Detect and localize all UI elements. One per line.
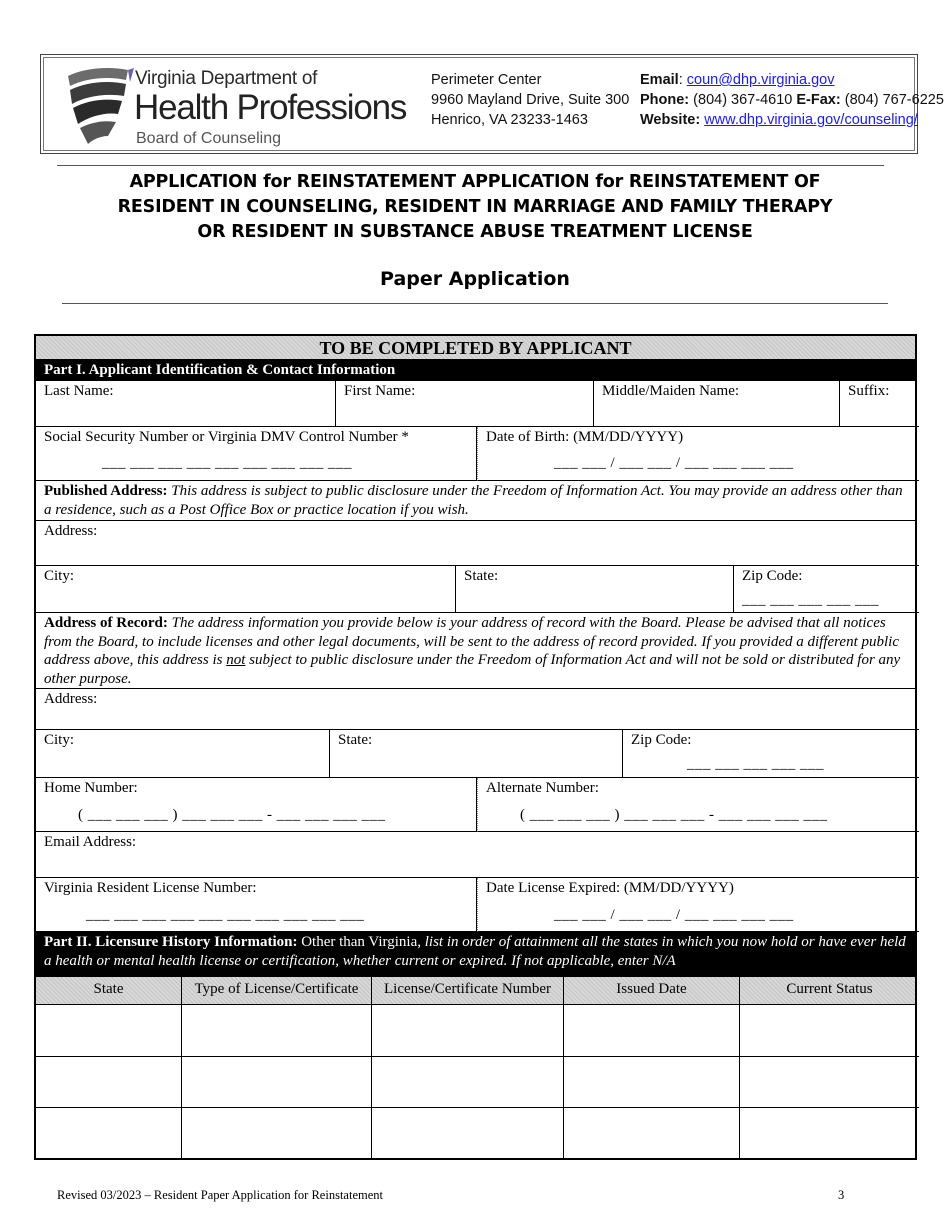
completion-banner: TO BE COMPLETED BY APPLICANT <box>36 336 915 360</box>
part2-plain: Other than Virginia, <box>297 934 421 950</box>
city-label: City: <box>44 732 75 748</box>
expired-date-blanks: ___ ___ / ___ ___ / ___ ___ ___ ___ <box>554 907 794 923</box>
suffix-label: Suffix: <box>848 383 890 399</box>
record-address-field[interactable] <box>36 689 919 730</box>
email-link[interactable]: coun@dhp.virginia.gov <box>686 72 835 88</box>
record-text-a: The address information you provide below is your address of record with the Board. Please be advised that all notices from the Board, to include licenses and other legal documents, will be sent to the address of record provided. If you provided a different public address above, this address is <box>44 615 899 668</box>
col-license-number: License/Certificate Number <box>372 977 564 1004</box>
part2-label: Part II. Licensure History Information: <box>44 934 298 950</box>
state-label: State: <box>464 568 499 584</box>
dob-label: Date of Birth: (MM/DD/YYYY) <box>486 429 684 445</box>
state-label: State: <box>338 732 373 748</box>
divider <box>57 165 884 166</box>
published-address-note <box>36 481 915 521</box>
col-license-type: Type of License/Certificate <box>182 977 372 1004</box>
alternate-number-field[interactable] <box>477 778 919 832</box>
title-line-3: OR RESIDENT IN SUBSTANCE ABUSE TREATMENT LICENSE <box>197 222 753 242</box>
table-cell[interactable] <box>740 1057 919 1108</box>
table-cell[interactable] <box>182 1108 372 1158</box>
part2-heading <box>36 932 915 977</box>
published-zip-field[interactable] <box>734 566 919 613</box>
published-city-field[interactable] <box>36 566 456 613</box>
address-line-3: Henrico, VA 23233-1463 <box>431 112 588 128</box>
home-phone-blanks: ( ___ ___ ___ ) ___ ___ ___ - ___ ___ ___ ___ <box>78 807 386 823</box>
email-label: Email <box>640 72 679 88</box>
published-address-label: Published Address: <box>44 483 168 499</box>
divider <box>62 303 888 304</box>
record-zip-field[interactable] <box>623 730 919 778</box>
middle-name-label: Middle/Maiden Name: <box>602 383 740 399</box>
address-label: Address: <box>44 691 98 707</box>
table-cell[interactable] <box>182 1057 372 1108</box>
application-form <box>34 334 917 1160</box>
license-number-field[interactable] <box>36 878 477 932</box>
table-cell[interactable] <box>36 1108 182 1158</box>
first-name-label: First Name: <box>344 383 416 399</box>
license-number-label: Virginia Resident License Number: <box>44 880 257 896</box>
agency-line-2: Health Professions <box>134 88 407 127</box>
table-cell[interactable] <box>182 1005 372 1057</box>
license-blanks: ___ ___ ___ ___ ___ ___ ___ ___ ___ ___ <box>86 907 365 923</box>
dob-field[interactable] <box>477 427 919 481</box>
record-state-field[interactable] <box>330 730 623 778</box>
zip-label: Zip Code: <box>631 732 692 748</box>
phone-label: Phone: <box>640 92 690 108</box>
last-name-field[interactable] <box>36 381 336 427</box>
efax-label: E-Fax: <box>796 92 841 108</box>
col-current-status: Current Status <box>786 981 873 997</box>
col-issued-date: Issued Date <box>564 977 740 1004</box>
middle-name-field[interactable] <box>594 381 840 427</box>
address-label: Address: <box>44 523 98 539</box>
footer-revision: Revised 03/2023 – Resident Paper Application for Reinstatement <box>57 1188 383 1202</box>
home-number-field[interactable] <box>36 778 477 832</box>
website-label: Website: <box>640 112 701 128</box>
table-cell[interactable] <box>36 1057 182 1108</box>
mailing-address <box>431 70 629 130</box>
alternate-phone-blanks: ( ___ ___ ___ ) ___ ___ ___ - ___ ___ ___ ___ <box>520 807 828 823</box>
zip-label: Zip Code: <box>742 568 803 584</box>
dob-blanks: ___ ___ / ___ ___ / ___ ___ ___ ___ <box>554 455 794 471</box>
ssn-field[interactable] <box>36 427 477 481</box>
home-number-label: Home Number: <box>44 780 138 796</box>
last-name-label: Last Name: <box>44 383 114 399</box>
email-address-label: Email Address: <box>44 834 137 850</box>
page-number: 3 <box>838 1188 845 1202</box>
address-of-record-note <box>36 613 915 689</box>
address-line-2: 9960 Mayland Drive, Suite 300 <box>431 92 630 108</box>
agency-line-3: Board of Counseling <box>136 130 281 147</box>
table-cell[interactable] <box>564 1108 740 1158</box>
agency-line-1: Virginia Department of <box>135 68 318 89</box>
contact-info: Email: coun@dhp.virginia.gov Phone: (804) 367-4610 E-Fax: (804) 767-6225 Website: www.dhp.virginia.gov/counseling/ <box>640 72 944 128</box>
published-address-text: This address is subject to public disclosure under the Freedom of Information Act. You may provide an address other than a residence, such as a Post Office Box or practice location if you wish. <box>44 483 903 518</box>
table-cell[interactable] <box>740 1108 919 1158</box>
table-cell[interactable] <box>372 1057 564 1108</box>
history-table-header <box>36 977 915 1005</box>
table-cell[interactable] <box>372 1108 564 1158</box>
suffix-field[interactable] <box>840 381 919 427</box>
published-address-field[interactable] <box>36 521 919 566</box>
date-expired-label: Date License Expired: (MM/DD/YYYY) <box>486 880 734 896</box>
title-line-2: RESIDENT IN COUNSELING, RESIDENT IN MARRIAGE AND FAMILY THERAPY <box>117 197 833 217</box>
date-expired-field[interactable] <box>477 878 919 932</box>
letterhead <box>40 54 944 154</box>
address-line-1: Perimeter Center <box>431 72 542 88</box>
table-cell[interactable] <box>564 1057 740 1108</box>
city-label: City: <box>44 568 75 584</box>
col-state: State <box>36 977 182 1004</box>
efax-value: (804) 767-6225 <box>844 92 944 108</box>
form-subtitle: Paper Application <box>380 268 570 290</box>
form-title <box>40 170 910 245</box>
record-city-field[interactable] <box>36 730 330 778</box>
dhp-logo <box>64 66 419 151</box>
table-cell[interactable] <box>372 1005 564 1057</box>
website-link[interactable]: www.dhp.virginia.gov/counseling/ <box>704 112 918 128</box>
part2-instructions: list in order of attainment all the states in which you now hold or have ever held a health or mental health license or certification, whether current or expired. If not applicable, enter N/A <box>44 934 906 969</box>
zip-blanks: ___ ___ ___ ___ ___ <box>687 756 824 772</box>
published-state-field[interactable] <box>456 566 734 613</box>
alternate-number-label: Alternate Number: <box>486 780 599 796</box>
email-address-field[interactable] <box>36 832 919 878</box>
record-label: Address of Record: <box>44 615 168 631</box>
dhp-shield-icon <box>64 66 134 146</box>
table-cell[interactable] <box>564 1005 740 1057</box>
record-text-b: subject to public disclosure under the Freedom of Information Act and will not be sold or distributed for any other purpose. <box>44 652 901 687</box>
table-cell[interactable] <box>36 1005 182 1057</box>
first-name-field[interactable] <box>336 381 594 427</box>
record-text-not: not <box>226 652 246 668</box>
table-cell[interactable] <box>740 1005 919 1057</box>
ssn-label: Social Security Number or Virginia DMV Control Number * <box>44 429 409 445</box>
title-line-1: APPLICATION for REINSTATEMENT APPLICATION for REINSTATEMENT OF <box>129 172 821 192</box>
zip-blanks: ___ ___ ___ ___ ___ <box>742 592 879 608</box>
part1-heading: Part I. Applicant Identification & Contact Information <box>36 360 915 381</box>
ssn-blanks: ___ ___ ___ ___ ___ ___ ___ ___ ___ <box>102 455 352 471</box>
phone-value: (804) 367-4610 <box>693 92 793 108</box>
